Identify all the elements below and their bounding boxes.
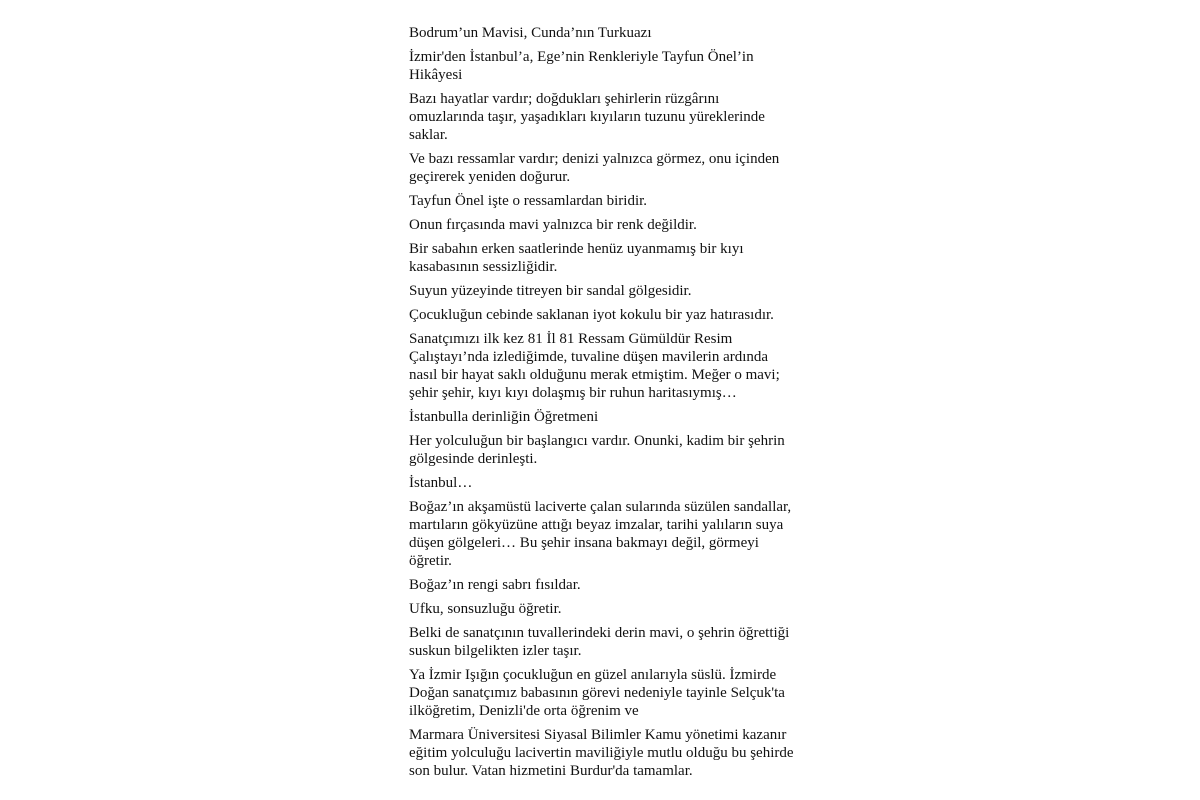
paragraph: Marmara Üniversitesi Siyasal Bilimler Kamu yönetimi kazanır eğitim yolculuğu lacivertin maviliğiyle mutlu olduğu bu şehirde son bulur. Vatan hizmetini Burdur'da tamamlar. <box>409 727 794 779</box>
paragraph: Ya İzmir Işığın çocukluğun en güzel anılarıyla süslü. İzmirde Doğan sanatçımız babasının görevi nedeniyle tayinle Selçuk'ta ilköğretim, Denizli'de orta öğrenim ve <box>409 667 785 719</box>
paragraph: Her yolculuğun bir başlangıcı vardır. Onunki, kadim bir şehrin gölgesinde derinleşti. <box>409 433 785 467</box>
paragraph: Boğaz’ın akşamüstü laciverte çalan sularında süzülen sandallar, martıların gökyüzüne attığı beyaz imzalar, tarihi yalıların suya düşen gölgeleri… Bu şehir insana bakmayı değil, görmeyi öğretir. <box>409 499 792 569</box>
paragraph: Bir sabahın erken saatlerinde henüz uyanmamış bir kıyı kasabasının sessizliğidir. <box>409 241 744 275</box>
article <box>409 24 795 786</box>
paragraph: Ufku, sonsuzluğu öğretir. <box>409 601 562 617</box>
paragraph: Tayfun Önel işte o ressamlardan biridir. <box>409 193 648 209</box>
paragraph: İstanbul… <box>409 475 473 491</box>
paragraph: Suyun yüzeyinde titreyen bir sandal gölgesidir. <box>409 283 692 299</box>
paragraph: Çocukluğun cebinde saklanan iyot kokulu bir yaz hatırasıdır. <box>409 307 774 323</box>
article-title: Bodrum’un Mavisi, Cunda’nın Turkuazı <box>409 25 652 41</box>
paragraph: Boğaz’ın rengi sabrı fısıldar. <box>409 577 581 593</box>
paragraph: Onun fırçasında mavi yalnızca bir renk değildir. <box>409 217 697 233</box>
article-subtitle: İzmir'den İstanbul’a, Ege’nin Renkleriyle Tayfun Önel’in Hikâyesi <box>409 49 754 83</box>
paragraph: Belki de sanatçının tuvallerindeki derin mavi, o şehrin öğrettiği suskun bilgelikten izler taşır. <box>409 625 790 659</box>
section-heading: İstanbulla derinliğin Öğretmeni <box>409 409 599 425</box>
paragraph: Ve bazı ressamlar vardır; denizi yalnızca görmez, onu içinden geçirerek yeniden doğurur. <box>409 151 780 185</box>
paragraph: Bazı hayatlar vardır; doğdukları şehirlerin rüzgârını omuzlarında taşır, yaşadıkları kıyıların tuzunu yüreklerinde saklar. <box>409 91 765 143</box>
paragraph: Sanatçımızı ilk kez 81 İl 81 Ressam Gümüldür Resim Çalıştayı’nda izlediğimde, tuvaline düşen mavilerin ardında nasıl bir hayat saklı olduğunu merak etmiştim. Meğer o mavi; şehir şehir, kıyı kıyı dolaşmış bir ruhun haritasıymış… <box>409 331 780 401</box>
